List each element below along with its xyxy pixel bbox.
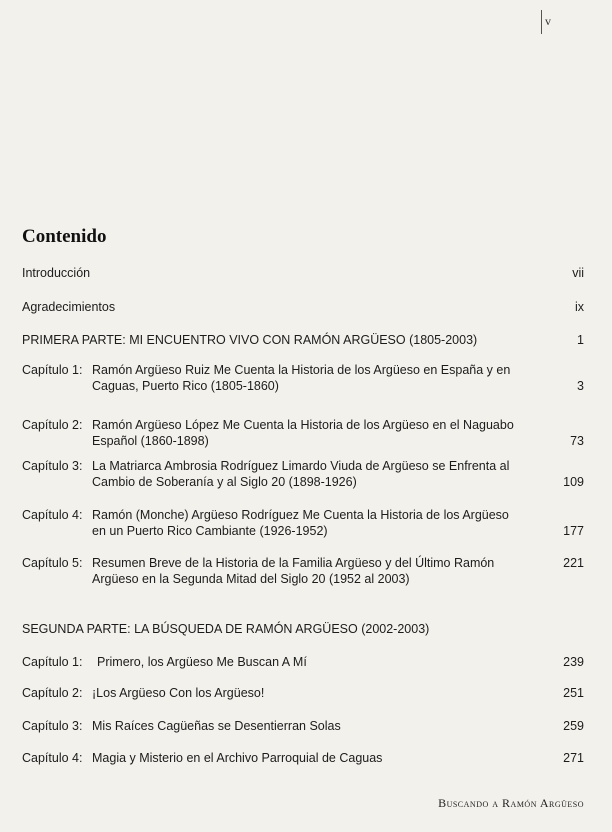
page-number-bar: [541, 10, 542, 34]
chapter-title: Ramón Argüeso López Me Cuenta la Historia de los Argüeso en el Naguabo Español (1860-1898): [92, 418, 514, 448]
chapter-title: Mis Raíces Cagüeñas se Desentierran Solas: [92, 719, 341, 733]
toc-entry-page: 1: [577, 333, 584, 347]
toc-part-title: SEGUNDA PARTE: LA BÚSQUEDA DE RAMÓN ARGÜESO (2002-2003): [22, 622, 430, 636]
chapter-label: Capítulo 4:: [22, 508, 83, 522]
running-footer: Buscando a Ramón Argüeso: [438, 796, 584, 810]
toc-entry-page: vii: [572, 266, 584, 280]
toc-entry-title: Agradecimientos: [22, 300, 116, 314]
toc-part-title: PRIMERA PARTE: MI ENCUENTRO VIVO CON RAMÓN ARGÜESO (1805-2003): [22, 333, 478, 347]
chapter-title: Ramón Argüeso Ruiz Me Cuenta la Historia de los Argüeso en España y en Caguas, Puerto Rico (1805-1860): [92, 363, 511, 393]
toc-entry-title: Introducción: [22, 266, 91, 280]
chapter-page: 251: [563, 686, 584, 700]
chapter-label: Capítulo 3:: [22, 719, 83, 733]
chapter-page: 177: [563, 524, 584, 538]
page-title: Contenido: [22, 226, 107, 247]
chapter-label: Capítulo 5:: [22, 556, 83, 570]
chapter-label: Capítulo 1:: [22, 363, 83, 377]
chapter-title: ¡Los Argüeso Con los Argüeso!: [92, 686, 265, 700]
chapter-page: 109: [563, 475, 584, 489]
chapter-label: Capítulo 1:: [22, 655, 83, 669]
chapter-label: Capítulo 2:: [22, 686, 83, 700]
chapter-page: 221: [563, 556, 584, 570]
chapter-title: Magia y Misterio en el Archivo Parroquial de Caguas: [92, 751, 383, 765]
chapter-title: Ramón (Monche) Argüeso Rodríguez Me Cuenta la Historia de los Argüeso en un Puerto Rico Cambiante (1926-1952): [92, 508, 509, 538]
chapter-page: 73: [570, 434, 584, 448]
chapter-page: 259: [563, 719, 584, 733]
chapter-page: 239: [563, 655, 584, 669]
chapter-label: Capítulo 3:: [22, 459, 83, 473]
toc-entry-page: ix: [574, 300, 584, 314]
chapter-page: 271: [563, 751, 584, 765]
page-number: v: [545, 14, 551, 28]
chapter-label: Capítulo 2:: [22, 418, 83, 432]
chapter-page: 3: [577, 379, 584, 393]
chapter-title: Primero, los Argüeso Me Buscan A Mí: [97, 655, 307, 669]
chapter-title: La Matriarca Ambrosia Rodríguez Limardo Viuda de Argüeso se Enfrenta al Cambio de Soberanía y al Siglo 20 (1898-1926): [92, 459, 510, 489]
chapter-title: Resumen Breve de la Historia de la Familia Argüeso y del Último Ramón Argüeso en la Segunda Mitad del Siglo 20 (1952 al 2003): [92, 556, 495, 586]
chapter-label: Capítulo 4:: [22, 751, 83, 765]
